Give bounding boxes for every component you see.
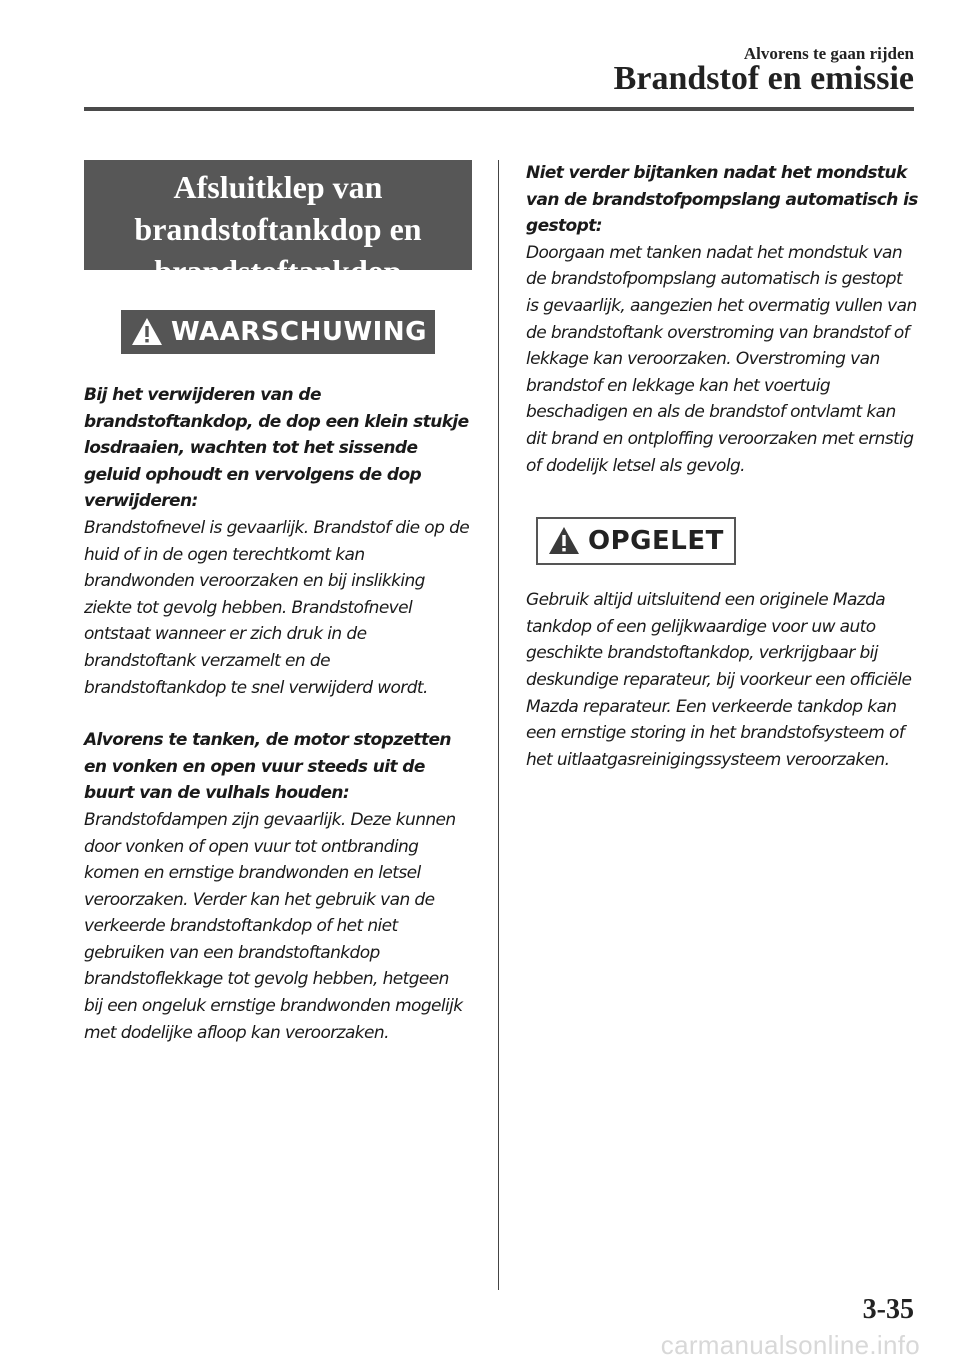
caution-badge-wrap xyxy=(526,517,918,565)
watermark: carmanualsonline.info xyxy=(660,1330,920,1360)
right-column xyxy=(526,160,918,773)
chapter-title: Alvorens te gaan rijden xyxy=(743,44,914,63)
caution-text: Gebruik altijd uitsluitend een originele Mazda tankdop of een gelijkwaardige voor uw auto geschikte brandstoftankdop, verkrijgbaar bij deskundige reparateur, bij voorkeur een officiële Mazda reparateur. Een verkeerde tankdop kan een ernstige storing in het brandstofsysteem of het uitlaatgasreinigingssysteem veroorzaken. xyxy=(526,590,912,770)
warning-badge xyxy=(121,310,435,354)
page-title: Afsluitklep van brandstoftankdop en brandstoftankdop xyxy=(84,160,472,270)
warning-block-2 xyxy=(84,727,472,1046)
warning-2-text: Brandstofdampen zijn gevaarlijk. Deze kunnen door vonken of open vuur tot ontbranding komen en ernstige brandwonden en letsel veroorzaken. Verder kan het gebruik van de verkeerde brandstoftankdop of het niet gebruiken van een brandstoftankdop brandstoflekkage tot gevolg hebben, hetgeen bij een ongeluk ernstige brandwonden mogelijk met dodelijke afloop kan veroorzaken. xyxy=(84,809,463,1043)
warning-label: WAARSCHUWING xyxy=(171,317,427,347)
left-column xyxy=(84,160,472,1046)
warning-3-text: Doorgaan met tanken nadat het mondstuk van de brandstofpompslang automatisch is gestopt is gevaarlijk, aangezien het overmatig vullen van de brandstoftank overstroming van brandstof of lekkage kan veroorzaken. Overstroming van brandstof en lekkage kan het voertuig beschadigen en als de brandstof ontvlamt kan dit brand en ontploffing veroorzaken met ernstig of dodelijk letsel als gevolg. xyxy=(526,242,917,476)
caution-badge xyxy=(536,517,736,565)
section-title-header: Brandstof en emissie xyxy=(613,60,914,97)
caution-label: OPGELET xyxy=(588,526,724,557)
caution-block xyxy=(526,587,918,773)
page-number: 3-35 xyxy=(862,1294,914,1325)
warning-triangle-icon xyxy=(131,317,163,347)
warning-1-heading: Bij het verwijderen van de brandstoftankdop, de dop een klein stukje losdraaien, wachten tot het sissende geluid ophoudt en vervolgens de dop verwijderen: xyxy=(84,385,469,512)
warning-block-1 xyxy=(84,382,472,701)
column-divider xyxy=(498,160,499,1290)
header-rule xyxy=(84,107,914,111)
warning-3-heading: Niet verder bijtanken nadat het mondstuk van de brandstofpompslang automatisch is gestopt: xyxy=(526,163,918,237)
warning-badge-wrap xyxy=(84,310,472,354)
warning-2-heading: Alvorens te tanken, de motor stopzetten en vonken en open vuur steeds uit de buurt van de vulhals houden: xyxy=(84,730,451,804)
warning-block-3 xyxy=(526,160,918,479)
warning-1-text: Brandstofnevel is gevaarlijk. Brandstof die op de huid of in de ogen terechtkomt kan brandwonden veroorzaken en bij inslikking ziekte tot gevolg hebben. Brandstofnevel ontstaat wanneer er zich druk in de brandstoftank verzamelt en de brandstoftankdop te snel verwijderd wordt. xyxy=(84,517,470,698)
caution-triangle-icon xyxy=(548,526,580,556)
